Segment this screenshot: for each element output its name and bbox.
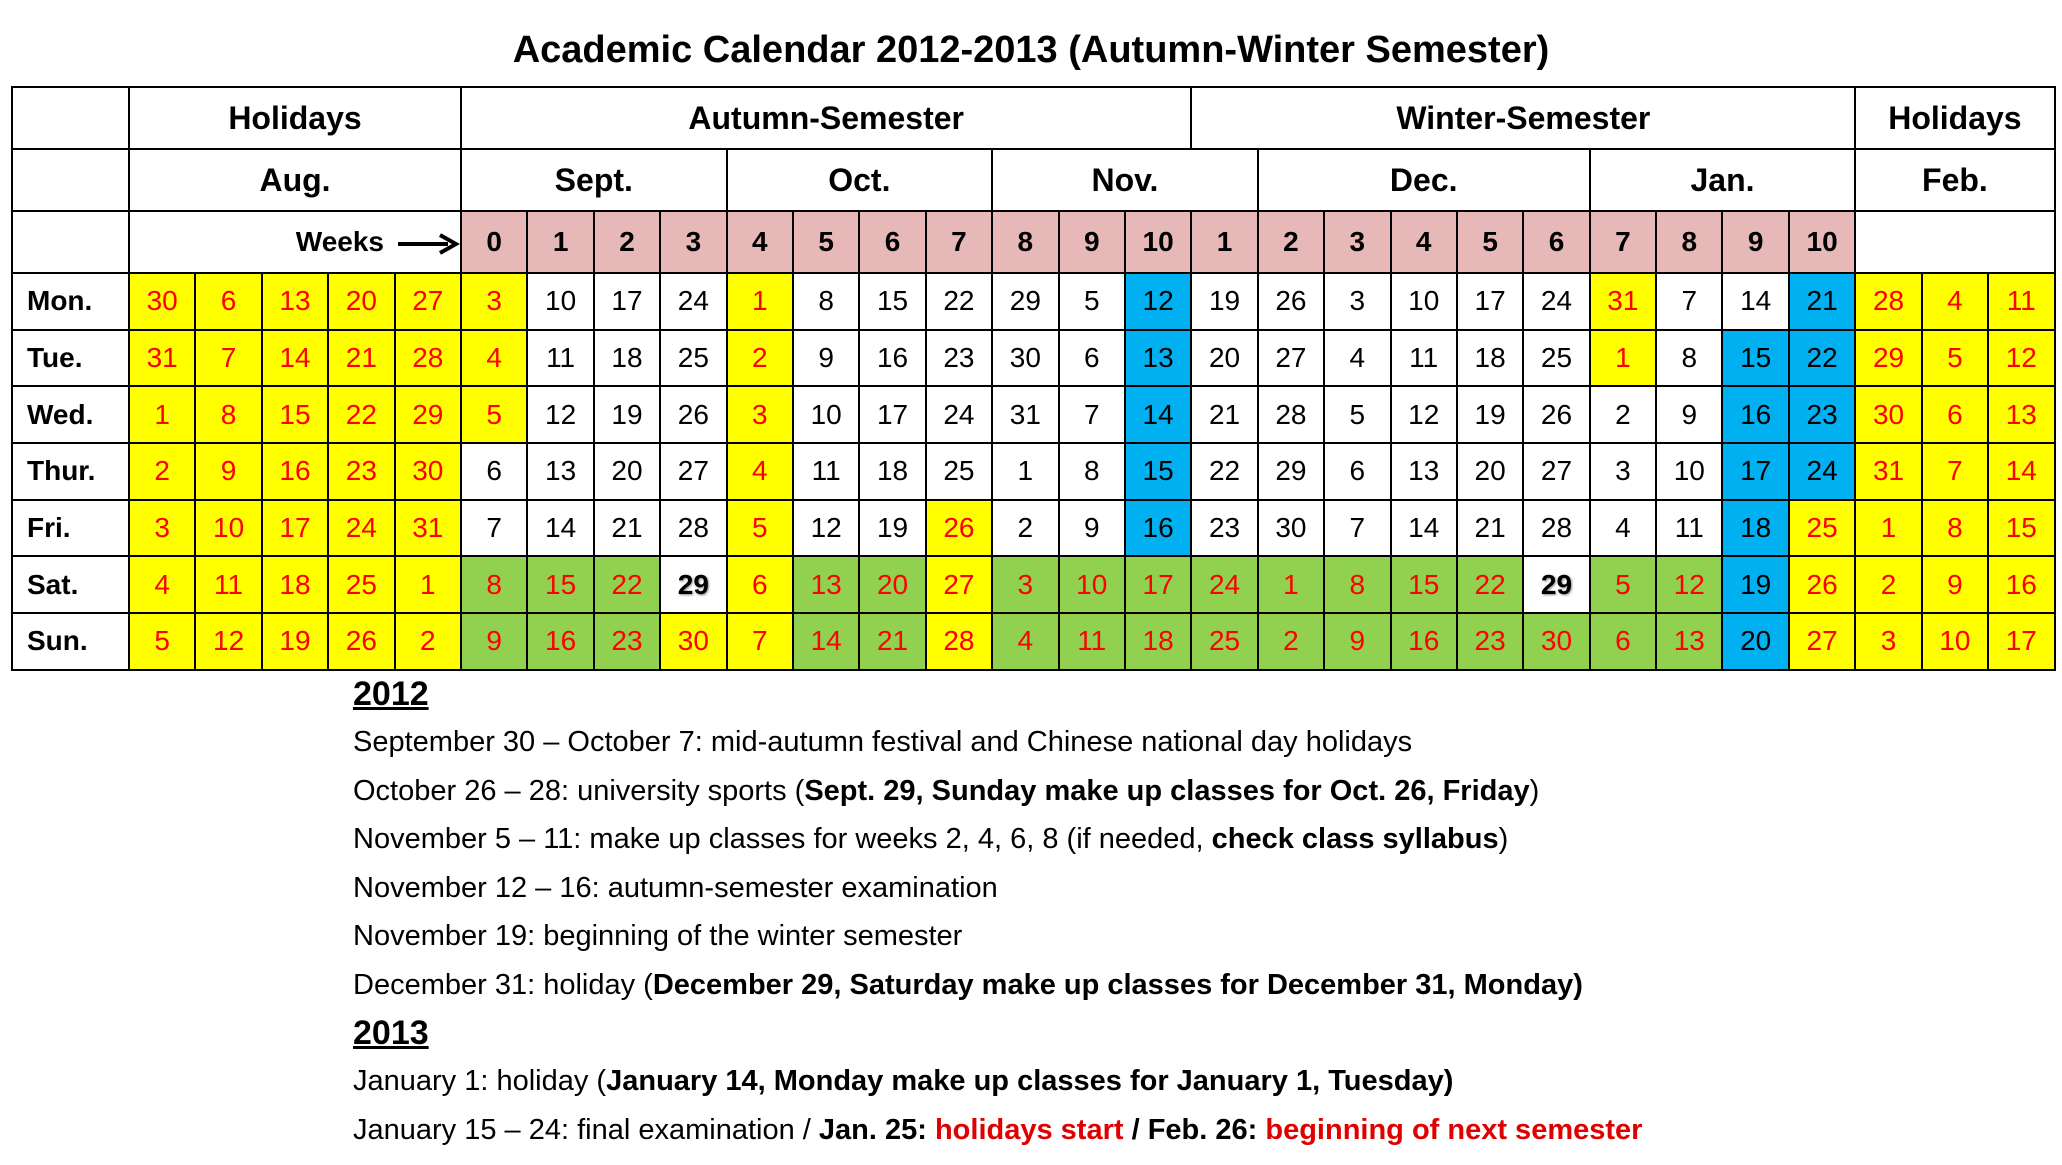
date-cell: 19 bbox=[859, 500, 925, 557]
date-cell: 2 bbox=[1590, 386, 1656, 443]
date-cell: 10 bbox=[793, 386, 859, 443]
date-cell: 5 bbox=[1922, 330, 1988, 387]
date-cell: 13 bbox=[1125, 330, 1191, 387]
date-cell: 4 bbox=[1922, 273, 1988, 330]
period-header-row bbox=[12, 87, 2055, 149]
date-cell: 3 bbox=[461, 273, 527, 330]
date-cell: 11 bbox=[793, 443, 859, 500]
period-header: Autumn-Semester bbox=[461, 87, 1191, 149]
date-cell: 14 bbox=[1722, 273, 1788, 330]
date-cell: 15 bbox=[527, 556, 593, 613]
date-cell: 23 bbox=[1191, 500, 1257, 557]
date-cell: 30 bbox=[1258, 500, 1324, 557]
week-number: 7 bbox=[926, 211, 992, 273]
date-cell: 27 bbox=[660, 443, 726, 500]
date-cell: 3 bbox=[129, 500, 195, 557]
date-cell: 26 bbox=[660, 386, 726, 443]
date-cell: 27 bbox=[926, 556, 992, 613]
date-cell: 19 bbox=[1191, 273, 1257, 330]
date-cell: 16 bbox=[262, 443, 328, 500]
year-heading-2013: 2013 bbox=[353, 1014, 429, 1052]
calendar-table bbox=[11, 86, 2056, 671]
date-cell: 1 bbox=[1258, 556, 1324, 613]
note-line bbox=[353, 961, 1642, 1010]
date-cell: 14 bbox=[793, 613, 859, 670]
date-cell: 26 bbox=[1789, 556, 1855, 613]
date-cell: 24 bbox=[1523, 273, 1589, 330]
date-cell: 1 bbox=[1855, 500, 1921, 557]
week-number: 3 bbox=[660, 211, 726, 273]
date-cell: 25 bbox=[328, 556, 394, 613]
date-cell: 13 bbox=[1656, 613, 1722, 670]
date-cell: 7 bbox=[1922, 443, 1988, 500]
date-cell: 2 bbox=[395, 613, 461, 670]
date-cell: 14 bbox=[262, 330, 328, 387]
date-cell: 2 bbox=[129, 443, 195, 500]
date-cell: 21 bbox=[859, 613, 925, 670]
week-number: 2 bbox=[594, 211, 660, 273]
date-cell: 25 bbox=[660, 330, 726, 387]
date-cell: 16 bbox=[859, 330, 925, 387]
date-cell: 8 bbox=[1324, 556, 1390, 613]
day-label: Sat. bbox=[12, 556, 129, 613]
date-cell: 20 bbox=[1191, 330, 1257, 387]
date-cell: 28 bbox=[395, 330, 461, 387]
date-cell: 30 bbox=[395, 443, 461, 500]
note-text-bold: Sept. 29, Sunday make up classes for Oct. 26, Friday bbox=[804, 774, 1530, 807]
date-cell: 28 bbox=[1855, 273, 1921, 330]
date-cell: 22 bbox=[1789, 330, 1855, 387]
week-number: 6 bbox=[1523, 211, 1589, 273]
date-cell: 22 bbox=[926, 273, 992, 330]
date-cell: 8 bbox=[461, 556, 527, 613]
date-cell: 19 bbox=[1457, 386, 1523, 443]
note-line bbox=[353, 1057, 1642, 1106]
date-cell: 15 bbox=[262, 386, 328, 443]
month-header: Jan. bbox=[1590, 149, 1856, 211]
date-cell: 12 bbox=[195, 613, 261, 670]
date-cell: 6 bbox=[1590, 613, 1656, 670]
date-cell: 3 bbox=[992, 556, 1058, 613]
date-cell: 20 bbox=[328, 273, 394, 330]
date-cell: 20 bbox=[859, 556, 925, 613]
date-cell: 27 bbox=[1789, 613, 1855, 670]
week-number: 2 bbox=[1258, 211, 1324, 273]
date-cell: 7 bbox=[195, 330, 261, 387]
day-label: Sun. bbox=[12, 613, 129, 670]
day-label: Mon. bbox=[12, 273, 129, 330]
day-row bbox=[12, 500, 2055, 557]
date-cell: 16 bbox=[1722, 386, 1788, 443]
date-cell: 16 bbox=[527, 613, 593, 670]
date-cell: 11 bbox=[1988, 273, 2054, 330]
week-number: 5 bbox=[1457, 211, 1523, 273]
date-cell: 10 bbox=[1656, 443, 1722, 500]
date-cell: 15 bbox=[1391, 556, 1457, 613]
note-text: December 31: holiday ( bbox=[353, 968, 653, 1001]
date-cell: 25 bbox=[926, 443, 992, 500]
date-cell: 20 bbox=[1722, 613, 1788, 670]
date-cell: 22 bbox=[328, 386, 394, 443]
month-header: Dec. bbox=[1258, 149, 1590, 211]
date-cell: 25 bbox=[1191, 613, 1257, 670]
date-cell: 2 bbox=[727, 330, 793, 387]
date-cell: 7 bbox=[461, 500, 527, 557]
date-cell: 17 bbox=[262, 500, 328, 557]
note-text: November 19: beginning of the winter semester bbox=[353, 920, 963, 952]
date-cell: 18 bbox=[262, 556, 328, 613]
date-cell: 15 bbox=[1988, 500, 2054, 557]
note-text-bold: January 14, Monday make up classes for January 1, Tuesday) bbox=[606, 1065, 1454, 1097]
date-cell: 4 bbox=[129, 556, 195, 613]
day-label: Fri. bbox=[12, 500, 129, 557]
date-cell: 21 bbox=[1457, 500, 1523, 557]
note-text-bold: December 29, Saturday make up classes for December 31, Monday) bbox=[652, 968, 1583, 1001]
month-header: Nov. bbox=[992, 149, 1258, 211]
date-cell: 18 bbox=[859, 443, 925, 500]
date-cell: 6 bbox=[1324, 443, 1390, 500]
day-row bbox=[12, 613, 2055, 670]
date-cell: 22 bbox=[594, 556, 660, 613]
month-header: Aug. bbox=[129, 149, 461, 211]
date-cell: 26 bbox=[1523, 386, 1589, 443]
note-text: September 30 – October 7: mid-autumn festival and Chinese national day holidays bbox=[353, 726, 1413, 758]
week-number: 8 bbox=[1656, 211, 1722, 273]
date-cell: 28 bbox=[1523, 500, 1589, 557]
date-cell: 13 bbox=[1988, 386, 2054, 443]
week-number: 10 bbox=[1125, 211, 1191, 273]
date-cell: 7 bbox=[1656, 273, 1722, 330]
date-cell: 19 bbox=[1722, 556, 1788, 613]
date-cell: 29 bbox=[660, 556, 726, 613]
date-cell: 9 bbox=[195, 443, 261, 500]
date-cell: 23 bbox=[594, 613, 660, 670]
date-cell: 7 bbox=[1059, 386, 1125, 443]
date-cell: 11 bbox=[527, 330, 593, 387]
week-number: 0 bbox=[461, 211, 527, 273]
date-cell: 9 bbox=[793, 330, 859, 387]
day-label: Wed. bbox=[12, 386, 129, 443]
note-text: November 5 – 11: make up classes for weeks 2, 4, 6, 8 (if needed, bbox=[353, 823, 1212, 855]
right-arrow-icon bbox=[398, 233, 460, 255]
day-row bbox=[12, 556, 2055, 613]
date-cell: 11 bbox=[1391, 330, 1457, 387]
date-cell: 29 bbox=[1523, 556, 1589, 613]
date-cell: 18 bbox=[1722, 500, 1788, 557]
date-cell: 17 bbox=[1125, 556, 1191, 613]
date-cell: 5 bbox=[727, 500, 793, 557]
date-cell: 8 bbox=[1922, 500, 1988, 557]
year-heading-2012: 2012 bbox=[353, 675, 429, 713]
day-row bbox=[12, 443, 2055, 500]
week-number: 6 bbox=[859, 211, 925, 273]
date-cell: 13 bbox=[262, 273, 328, 330]
week-number: 7 bbox=[1590, 211, 1656, 273]
date-cell: 8 bbox=[1656, 330, 1722, 387]
week-number: 9 bbox=[1059, 211, 1125, 273]
date-cell: 5 bbox=[1324, 386, 1390, 443]
date-cell: 16 bbox=[1988, 556, 2054, 613]
date-cell: 24 bbox=[1789, 443, 1855, 500]
date-cell: 12 bbox=[793, 500, 859, 557]
date-cell: 15 bbox=[1722, 330, 1788, 387]
date-cell: 10 bbox=[527, 273, 593, 330]
date-cell: 18 bbox=[1457, 330, 1523, 387]
date-cell: 23 bbox=[926, 330, 992, 387]
date-cell: 15 bbox=[859, 273, 925, 330]
empty-week-cell bbox=[1855, 211, 2054, 273]
date-cell: 3 bbox=[1855, 613, 1921, 670]
date-cell: 4 bbox=[461, 330, 527, 387]
date-cell: 14 bbox=[1125, 386, 1191, 443]
date-cell: 5 bbox=[129, 613, 195, 670]
date-cell: 15 bbox=[1125, 443, 1191, 500]
date-cell: 31 bbox=[1590, 273, 1656, 330]
week-number: 4 bbox=[1391, 211, 1457, 273]
note-text-bold: Jan. 25: bbox=[818, 1113, 935, 1146]
date-cell: 6 bbox=[1922, 386, 1988, 443]
date-cell: 6 bbox=[727, 556, 793, 613]
date-cell: 19 bbox=[262, 613, 328, 670]
corner-cell bbox=[12, 149, 129, 211]
note-text-bold: / Feb. 26: bbox=[1123, 1113, 1266, 1146]
day-label: Thur. bbox=[12, 443, 129, 500]
day-label: Tue. bbox=[12, 330, 129, 387]
week-number: 5 bbox=[793, 211, 859, 273]
week-number: 1 bbox=[527, 211, 593, 273]
date-cell: 29 bbox=[992, 273, 1058, 330]
date-cell: 30 bbox=[1855, 386, 1921, 443]
month-header: Feb. bbox=[1855, 149, 2054, 211]
date-cell: 23 bbox=[1789, 386, 1855, 443]
date-cell: 14 bbox=[1391, 500, 1457, 557]
date-cell: 28 bbox=[1258, 386, 1324, 443]
month-header: Sept. bbox=[461, 149, 727, 211]
date-cell: 18 bbox=[1125, 613, 1191, 670]
note-text-red: holidays start bbox=[934, 1113, 1124, 1146]
date-cell: 29 bbox=[1258, 443, 1324, 500]
note-text: January 1: holiday ( bbox=[353, 1065, 607, 1097]
date-cell: 28 bbox=[926, 613, 992, 670]
period-header: Holidays bbox=[1855, 87, 2054, 149]
date-cell: 5 bbox=[1590, 556, 1656, 613]
period-header: Winter-Semester bbox=[1191, 87, 1855, 149]
date-cell: 20 bbox=[1457, 443, 1523, 500]
date-cell: 3 bbox=[1590, 443, 1656, 500]
date-cell: 14 bbox=[1988, 443, 2054, 500]
date-cell: 9 bbox=[1656, 386, 1722, 443]
date-cell: 13 bbox=[527, 443, 593, 500]
date-cell: 24 bbox=[660, 273, 726, 330]
date-cell: 5 bbox=[461, 386, 527, 443]
date-cell: 24 bbox=[328, 500, 394, 557]
week-number: 3 bbox=[1324, 211, 1390, 273]
date-cell: 4 bbox=[727, 443, 793, 500]
date-cell: 8 bbox=[195, 386, 261, 443]
date-cell: 21 bbox=[1789, 273, 1855, 330]
note-line bbox=[353, 718, 1642, 767]
date-cell: 26 bbox=[926, 500, 992, 557]
date-cell: 5 bbox=[1059, 273, 1125, 330]
date-cell: 9 bbox=[461, 613, 527, 670]
date-cell: 31 bbox=[129, 330, 195, 387]
date-cell: 21 bbox=[1191, 386, 1257, 443]
date-cell: 31 bbox=[1855, 443, 1921, 500]
week-number: 8 bbox=[992, 211, 1058, 273]
day-row bbox=[12, 386, 2055, 443]
date-cell: 26 bbox=[1258, 273, 1324, 330]
date-cell: 9 bbox=[1324, 613, 1390, 670]
date-cell: 27 bbox=[1258, 330, 1324, 387]
date-cell: 30 bbox=[992, 330, 1058, 387]
date-cell: 2 bbox=[992, 500, 1058, 557]
date-cell: 21 bbox=[328, 330, 394, 387]
date-cell: 30 bbox=[660, 613, 726, 670]
date-cell: 23 bbox=[1457, 613, 1523, 670]
date-cell: 2 bbox=[1855, 556, 1921, 613]
date-cell: 13 bbox=[1391, 443, 1457, 500]
date-cell: 10 bbox=[1922, 613, 1988, 670]
month-header: Oct. bbox=[727, 149, 993, 211]
date-cell: 30 bbox=[1523, 613, 1589, 670]
date-cell: 18 bbox=[594, 330, 660, 387]
date-cell: 8 bbox=[1059, 443, 1125, 500]
date-cell: 7 bbox=[727, 613, 793, 670]
date-cell: 29 bbox=[395, 386, 461, 443]
corner-cell bbox=[12, 211, 129, 273]
date-cell: 11 bbox=[195, 556, 261, 613]
day-row bbox=[12, 330, 2055, 387]
date-cell: 29 bbox=[1855, 330, 1921, 387]
date-cell: 3 bbox=[1324, 273, 1390, 330]
date-cell: 31 bbox=[395, 500, 461, 557]
date-cell: 9 bbox=[1922, 556, 1988, 613]
date-cell: 10 bbox=[1391, 273, 1457, 330]
date-cell: 10 bbox=[195, 500, 261, 557]
date-cell: 30 bbox=[129, 273, 195, 330]
page-title: Academic Calendar 2012-2013 (Autumn-Winter Semester) bbox=[512, 29, 1550, 71]
date-cell: 25 bbox=[1523, 330, 1589, 387]
date-cell: 2 bbox=[1258, 613, 1324, 670]
date-cell: 1 bbox=[727, 273, 793, 330]
date-cell: 17 bbox=[594, 273, 660, 330]
week-number: 4 bbox=[727, 211, 793, 273]
note-text-red: beginning of next semester bbox=[1265, 1113, 1643, 1146]
note-line bbox=[353, 815, 1642, 864]
date-cell: 3 bbox=[727, 386, 793, 443]
weeks-label: Weeks bbox=[295, 226, 385, 257]
date-cell: 17 bbox=[1988, 613, 2054, 670]
note-line bbox=[353, 767, 1642, 816]
date-cell: 23 bbox=[328, 443, 394, 500]
period-header: Holidays bbox=[129, 87, 461, 149]
date-cell: 21 bbox=[594, 500, 660, 557]
note-line bbox=[353, 912, 1642, 961]
date-cell: 4 bbox=[1590, 500, 1656, 557]
date-cell: 12 bbox=[1656, 556, 1722, 613]
day-row bbox=[12, 273, 2055, 330]
week-number: 9 bbox=[1722, 211, 1788, 273]
date-cell: 13 bbox=[793, 556, 859, 613]
corner-cell bbox=[12, 87, 129, 149]
date-cell: 17 bbox=[1457, 273, 1523, 330]
date-cell: 17 bbox=[1722, 443, 1788, 500]
date-cell: 24 bbox=[1191, 556, 1257, 613]
date-cell: 8 bbox=[793, 273, 859, 330]
date-cell: 4 bbox=[992, 613, 1058, 670]
date-cell: 28 bbox=[660, 500, 726, 557]
date-cell: 25 bbox=[1789, 500, 1855, 557]
notes-section bbox=[353, 670, 1642, 1154]
date-cell: 27 bbox=[1523, 443, 1589, 500]
date-cell: 1 bbox=[395, 556, 461, 613]
date-cell: 6 bbox=[461, 443, 527, 500]
date-cell: 26 bbox=[328, 613, 394, 670]
date-cell: 22 bbox=[1457, 556, 1523, 613]
note-text: November 12 – 16: autumn-semester examination bbox=[353, 871, 998, 904]
date-cell: 12 bbox=[1391, 386, 1457, 443]
note-text: October 26 – 28: university sports ( bbox=[353, 774, 805, 807]
date-cell: 6 bbox=[195, 273, 261, 330]
date-cell: 10 bbox=[1059, 556, 1125, 613]
note-text: January 15 – 24: final examination / bbox=[353, 1113, 819, 1146]
date-cell: 1 bbox=[992, 443, 1058, 500]
date-cell: 1 bbox=[129, 386, 195, 443]
date-cell: 4 bbox=[1324, 330, 1390, 387]
date-cell: 1 bbox=[1590, 330, 1656, 387]
month-header-row bbox=[12, 149, 2055, 211]
note-line bbox=[353, 1106, 1642, 1155]
date-cell: 12 bbox=[527, 386, 593, 443]
date-cell: 16 bbox=[1125, 500, 1191, 557]
date-cell: 14 bbox=[527, 500, 593, 557]
date-cell: 31 bbox=[992, 386, 1058, 443]
date-cell: 11 bbox=[1059, 613, 1125, 670]
week-number: 1 bbox=[1191, 211, 1257, 273]
date-cell: 6 bbox=[1059, 330, 1125, 387]
date-cell: 22 bbox=[1191, 443, 1257, 500]
date-cell: 7 bbox=[1324, 500, 1390, 557]
date-cell: 9 bbox=[1059, 500, 1125, 557]
weeks-label-cell bbox=[129, 211, 461, 273]
date-cell: 16 bbox=[1391, 613, 1457, 670]
note-text: ) bbox=[1498, 823, 1509, 855]
date-cell: 11 bbox=[1656, 500, 1722, 557]
date-cell: 24 bbox=[926, 386, 992, 443]
date-cell: 27 bbox=[395, 273, 461, 330]
note-text-bold: check class syllabus bbox=[1211, 823, 1499, 855]
week-number: 10 bbox=[1789, 211, 1855, 273]
note-text: ) bbox=[1529, 774, 1540, 807]
date-cell: 17 bbox=[859, 386, 925, 443]
note-line bbox=[353, 864, 1642, 913]
date-cell: 19 bbox=[594, 386, 660, 443]
week-header-row bbox=[12, 211, 2055, 273]
date-cell: 12 bbox=[1988, 330, 2054, 387]
date-cell: 12 bbox=[1125, 273, 1191, 330]
date-cell: 20 bbox=[594, 443, 660, 500]
